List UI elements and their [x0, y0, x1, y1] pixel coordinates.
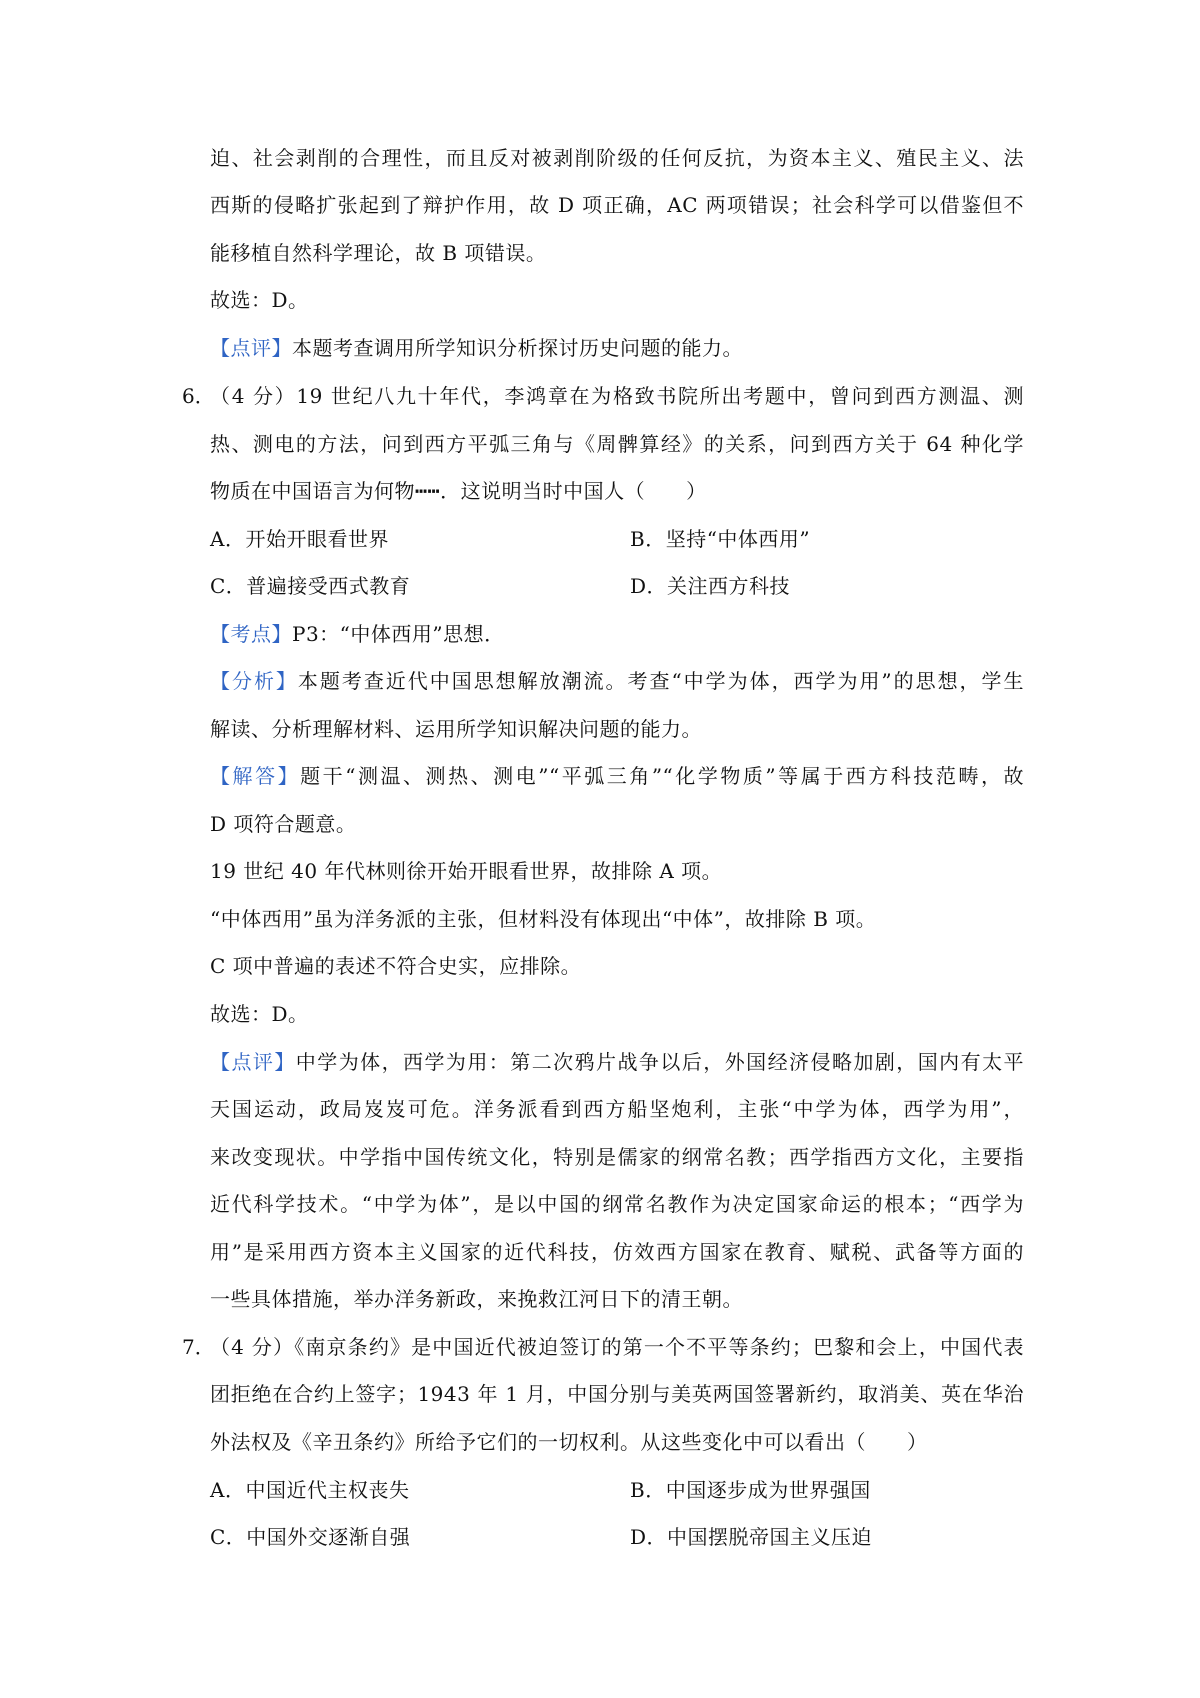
q6-review-line-2: 天国运动，政局岌岌可危。洋务派看到西方船坚炮利，主张“中学为体，西学为用”，: [210, 1097, 1024, 1121]
q6-answer-text-1: 题干“测温、测热、测电”“平弧三角”“化学物质”等属于西方科技范畴，故: [300, 764, 1025, 788]
q6-option-b: B．坚持“中体西用”: [630, 527, 811, 551]
q5-review-tag: 【点评】: [210, 336, 292, 360]
q6-point-tag: 【考点】: [210, 622, 292, 646]
q5-explanation-line-2: 西斯的侵略扩张起到了辩护作用，故 D 项正确，AC 两项错误；社会科学可以借鉴但不: [210, 193, 1024, 217]
q7-option-b: B．中国逐步成为世界强国: [630, 1478, 871, 1502]
q7-option-a: A．中国近代主权丧失: [210, 1478, 410, 1502]
q6-option-c: C．普遍接受西式教育: [210, 574, 411, 598]
q7-option-c: C．中国外交逐渐自强: [210, 1525, 411, 1549]
q6-answer-line-3: 19 世纪 40 年代林则徐开始开眼看世界，故排除 A 项。: [210, 859, 723, 883]
q6-analysis-text-1: 本题考查近代中国思想解放潮流。考查“中学为体，西学为用”的思想，学生: [297, 669, 1025, 693]
q7-number: 7．: [182, 1335, 215, 1359]
q6-stem-line-3: 物质在中国语言为何物┅┅．这说明当时中国人（ ）: [210, 479, 707, 503]
q6-number: 6．: [182, 384, 215, 408]
q6-analysis-line-2: 解读、分析理解材料、运用所学知识解决问题的能力。: [210, 717, 702, 741]
q6-option-a: A．开始开眼看世界: [210, 527, 389, 551]
q6-review-text-1: 中学为体，西学为用：第二次鸦片战争以后，外国经济侵略加剧，国内有太平: [295, 1050, 1025, 1074]
q7-stem-line-3: 外法权及《辛丑条约》所给予它们的一切权利。从这些变化中可以看出（ ）: [210, 1430, 928, 1454]
q6-answer-tag: 【解答】: [210, 764, 301, 788]
q6-answer-line-4: “中体西用”虽为洋务派的主张，但材料没有体现出“中体”，故排除 B 项。: [210, 907, 877, 931]
q6-review-tag: 【点评】: [210, 1050, 296, 1074]
q6-analysis-line-1: [210, 667, 1024, 695]
q5-explanation-line-3: 能移植自然科学理论，故 B 项错误。: [210, 241, 547, 265]
q5-explanation-line-1: 迫、社会剥削的合理性，而且反对被剥削阶级的任何反抗，为资本主义、殖民主义、法: [210, 146, 1024, 170]
q6-analysis-tag: 【分析】: [210, 669, 298, 693]
q7-stem-line-2: 团拒绝在合约上签字；1943 年 1 月，中国分别与美英两国签署新约，取消美、英在华治: [210, 1382, 1024, 1406]
q7-stem-line-1: （4 分）《南京条约》是中国近代被迫签订的第一个不平等条约；巴黎和会上，中国代表: [210, 1335, 1024, 1359]
q6-answer-line-1: [210, 762, 1024, 790]
q6-point-text: P3：“中体西用”思想．: [292, 622, 505, 646]
q6-answer-line-5: C 项中普遍的表述不符合史实，应排除。: [210, 954, 582, 978]
q5-choice: 故选：D。: [210, 288, 309, 312]
q6-option-d: D．关注西方科技: [630, 574, 791, 598]
q5-review-text: 本题考查调用所学知识分析探讨历史问题的能力。: [292, 336, 743, 360]
q6-stem-line-2: 热、测电的方法，问到西方平弧三角与《周髀算经》的关系，问到西方关于 64 种化学: [210, 432, 1024, 456]
q6-review-line-4: 近代科学技术。“中学为体”，是以中国的纲常名教作为决定国家命运的根本；“西学为: [210, 1192, 1024, 1216]
q6-point: [210, 620, 505, 648]
q6-review-line-1: [210, 1048, 1024, 1076]
q6-answer-line-2: D 项符合题意。: [210, 812, 357, 836]
q6-stem-line-1: （4 分）19 世纪八九十年代，李鸿章在为格致书院所出考题中，曾问到西方测温、测: [210, 384, 1024, 408]
q6-review-line-5: 用”是采用西方资本主义国家的近代科技，仿效西方国家在教育、赋税、武备等方面的: [210, 1240, 1024, 1264]
q7-option-d: D．中国摆脱帝国主义压迫: [630, 1525, 873, 1549]
q6-review-line-6: 一些具体措施，举办洋务新政，来挽救江河日下的清王朝。: [210, 1287, 743, 1311]
q6-review-line-3: 来改变现状。中学指中国传统文化，特别是儒家的纲常名教；西学指西方文化，主要指: [210, 1145, 1024, 1169]
q5-review: [210, 334, 743, 362]
q6-choice: 故选：D。: [210, 1002, 309, 1026]
